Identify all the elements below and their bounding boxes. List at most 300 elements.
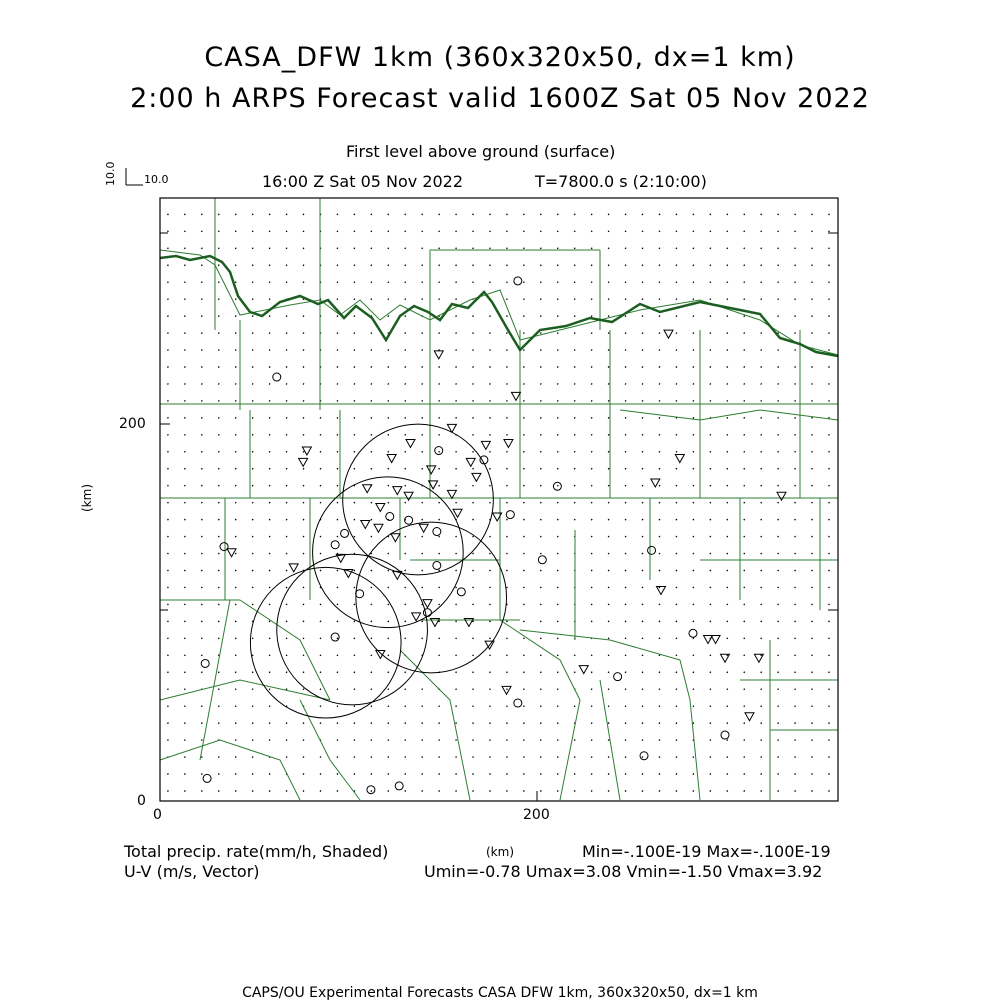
wind-vector [710, 553, 711, 554]
wind-vector [829, 214, 830, 215]
wind-vector [371, 349, 372, 350]
wind-vector [778, 282, 779, 283]
wind-vector [540, 299, 541, 300]
wind-vector [744, 366, 745, 367]
wind-vector [795, 790, 796, 791]
wind-vector [269, 366, 270, 367]
wind-vector [625, 672, 626, 673]
wind-vector [778, 468, 779, 469]
wind-vector [320, 553, 321, 554]
wind-vector [829, 706, 830, 707]
wind-vector [371, 282, 372, 283]
wind-vector [286, 621, 287, 622]
wind-vector [252, 400, 253, 401]
wind-vector [812, 790, 813, 791]
wind-vector [354, 519, 355, 520]
wind-vector [778, 638, 779, 639]
wind-vector [201, 282, 202, 283]
wind-vector [829, 316, 830, 317]
wind-vector [625, 299, 626, 300]
wind-vector [388, 638, 389, 639]
wind-vector [676, 672, 677, 673]
wind-vector [795, 773, 796, 774]
wind-vector [642, 723, 643, 724]
wind-vector [540, 383, 541, 384]
station-triangle-marker [472, 473, 481, 481]
wind-vector [608, 400, 609, 401]
wind-vector [184, 468, 185, 469]
wind-vector [557, 655, 558, 656]
wind-vector [693, 553, 694, 554]
wind-vector [540, 773, 541, 774]
wind-vector [184, 773, 185, 774]
wind-vector [252, 570, 253, 571]
wind-vector [354, 468, 355, 469]
wind-vector [473, 366, 474, 367]
wind-vector [405, 773, 406, 774]
wind-vector [693, 299, 694, 300]
wind-vector [540, 689, 541, 690]
wind-vector [710, 655, 711, 656]
wind-vector [371, 536, 372, 537]
wind-vector [235, 299, 236, 300]
wind-vector [608, 265, 609, 266]
wind-vector [523, 773, 524, 774]
wind-vector [252, 655, 253, 656]
wind-vector [676, 689, 677, 690]
wind-vector [235, 282, 236, 283]
wind-vector [405, 621, 406, 622]
wind-vector [574, 451, 575, 452]
wind-vector [456, 502, 457, 503]
wind-vector [269, 468, 270, 469]
wind-vector [744, 723, 745, 724]
wind-vector [693, 400, 694, 401]
wind-vector [388, 417, 389, 418]
wind-vector [659, 485, 660, 486]
wind-vector [778, 383, 779, 384]
radar-range-ring [277, 554, 428, 705]
wind-vector [218, 519, 219, 520]
wind-vector [591, 655, 592, 656]
wind-vector [795, 265, 796, 266]
wind-vector [269, 265, 270, 266]
wind-vector [761, 282, 762, 283]
wind-vector [320, 502, 321, 503]
wind-vector [744, 553, 745, 554]
wind-vector [490, 383, 491, 384]
wind-vector [795, 519, 796, 520]
wind-vector [252, 332, 253, 333]
wind-vector [218, 689, 219, 690]
station-circle-marker [405, 516, 413, 524]
wind-vector [168, 231, 169, 232]
wind-vector [337, 485, 338, 486]
wind-vector [659, 316, 660, 317]
wind-vector [371, 451, 372, 452]
wind-vector [778, 349, 779, 350]
wind-vector [371, 689, 372, 690]
wind-vector [557, 672, 558, 673]
wind-vector [795, 248, 796, 249]
wind-vector [608, 299, 609, 300]
wind-vector [829, 553, 830, 554]
wind-vector [761, 299, 762, 300]
wind-vector [761, 265, 762, 266]
wind-vector [829, 451, 830, 452]
wind-vector [456, 265, 457, 266]
wind-vector [168, 655, 169, 656]
wind-vector [778, 790, 779, 791]
wind-vector [168, 485, 169, 486]
wind-vector [168, 621, 169, 622]
wind-vector [778, 536, 779, 537]
wind-vector [642, 638, 643, 639]
station-triangle-marker [664, 330, 673, 338]
wind-vector [625, 519, 626, 520]
wind-vector [744, 451, 745, 452]
wind-vector [371, 332, 372, 333]
wind-vector [320, 451, 321, 452]
wind-vector [829, 740, 830, 741]
wind-vector [812, 502, 813, 503]
wind-vector [829, 248, 830, 249]
wind-vector [252, 231, 253, 232]
wind-vector [778, 553, 779, 554]
station-triangle-marker [376, 651, 385, 659]
wind-vector [829, 773, 830, 774]
wind-vector [761, 332, 762, 333]
wind-vector [829, 400, 830, 401]
wind-vector [591, 366, 592, 367]
wind-vector [642, 248, 643, 249]
wind-vector [574, 383, 575, 384]
wind-vector [659, 689, 660, 690]
station-triangle-marker [427, 466, 436, 474]
wind-vector [371, 740, 372, 741]
wind-vector [218, 536, 219, 537]
wind-vector [490, 655, 491, 656]
wind-vector [218, 723, 219, 724]
wind-vector [201, 231, 202, 232]
wind-vector [269, 689, 270, 690]
wind-vector [812, 638, 813, 639]
wind-vector [676, 621, 677, 622]
county-boundaries [160, 198, 838, 800]
wind-vector [557, 689, 558, 690]
wind-vector [303, 553, 304, 554]
wind-vector [507, 621, 508, 622]
wind-vector [557, 638, 558, 639]
wind-vector [184, 316, 185, 317]
wind-vector [405, 214, 406, 215]
wind-vector [744, 485, 745, 486]
station-triangle-marker [651, 479, 660, 487]
wind-vector [490, 536, 491, 537]
wind-vector [591, 349, 592, 350]
wind-vector [269, 451, 270, 452]
wind-vector [490, 468, 491, 469]
wind-vector [184, 706, 185, 707]
wind-vector [337, 468, 338, 469]
wind-vector [337, 231, 338, 232]
wind-vector [490, 502, 491, 503]
wind-vector [490, 248, 491, 249]
wind-vector [625, 604, 626, 605]
wind-vector [252, 604, 253, 605]
wind-vector [168, 502, 169, 503]
wind-vector [795, 553, 796, 554]
wind-vector [286, 672, 287, 673]
wind-vector [168, 248, 169, 249]
wind-vector [676, 485, 677, 486]
wind-vector [371, 502, 372, 503]
wind-vector [727, 316, 728, 317]
wind-vector [795, 316, 796, 317]
wind-vector [303, 621, 304, 622]
wind-vector [184, 417, 185, 418]
wind-vector [693, 451, 694, 452]
wind-vector [812, 773, 813, 774]
wind-vector [371, 553, 372, 554]
wind-vector [693, 519, 694, 520]
wind-vector [659, 366, 660, 367]
wind-vector [761, 468, 762, 469]
wind-vector [269, 519, 270, 520]
wind-vector [388, 740, 389, 741]
wind-vector [761, 638, 762, 639]
wind-vector [286, 689, 287, 690]
wind-vector [659, 282, 660, 283]
wind-vector [201, 316, 202, 317]
wind-vector [710, 706, 711, 707]
wind-vector [523, 723, 524, 724]
wind-vector [829, 672, 830, 673]
wind-vector [507, 248, 508, 249]
wind-vector [218, 265, 219, 266]
wind-vector [507, 434, 508, 435]
wind-vector [371, 383, 372, 384]
wind-vector [337, 570, 338, 571]
wind-vector [557, 265, 558, 266]
wind-vector [388, 400, 389, 401]
wind-vector [812, 417, 813, 418]
wind-vector [354, 655, 355, 656]
wind-vector [642, 756, 643, 757]
wind-vector [371, 604, 372, 605]
wind-vector [371, 214, 372, 215]
wind-vector [201, 570, 202, 571]
station-circle-marker [423, 609, 431, 617]
wind-vector [710, 621, 711, 622]
wind-vector [557, 417, 558, 418]
wind-vector [184, 231, 185, 232]
wind-vector [473, 621, 474, 622]
wind-vector [557, 248, 558, 249]
wind-vector [168, 282, 169, 283]
wind-vector [422, 417, 423, 418]
wind-vector [303, 502, 304, 503]
wind-vector [405, 553, 406, 554]
wind-vector [744, 621, 745, 622]
wind-vector [388, 366, 389, 367]
wind-vector [591, 434, 592, 435]
wind-vector [422, 434, 423, 435]
wind-vector [625, 723, 626, 724]
wind-vector [201, 706, 202, 707]
wind-vector [371, 790, 372, 791]
wind-vector [201, 349, 202, 350]
wind-vector [439, 519, 440, 520]
wind-vector [507, 553, 508, 554]
wind-vector [320, 638, 321, 639]
wind-vector [473, 383, 474, 384]
wind-vector [761, 756, 762, 757]
wind-vector [507, 655, 508, 656]
wind-vector [405, 536, 406, 537]
wind-vector [473, 723, 474, 724]
wind-vector [235, 451, 236, 452]
wind-vector [218, 400, 219, 401]
wind-vector [608, 468, 609, 469]
wind-vector [473, 316, 474, 317]
wind-vector [829, 485, 830, 486]
wind-vector [388, 655, 389, 656]
wind-vector [523, 502, 524, 503]
wind-vector [557, 299, 558, 300]
wind-vector [201, 672, 202, 673]
wind-vector [625, 740, 626, 741]
wind-vector [625, 282, 626, 283]
forecast-title: 2:00 h ARPS Forecast valid 1600Z Sat 05 Nov 2022 [130, 83, 870, 114]
wind-vector [507, 638, 508, 639]
wind-vector [778, 214, 779, 215]
wind-vector [422, 638, 423, 639]
wind-vector [218, 316, 219, 317]
wind-vector [761, 790, 762, 791]
wind-vector [337, 349, 338, 350]
wind-vector [218, 621, 219, 622]
wind-vector [184, 756, 185, 757]
wind-vector [252, 519, 253, 520]
station-triangle-marker [777, 492, 786, 500]
wind-vector [659, 672, 660, 673]
wind-vector [201, 502, 202, 503]
wind-vector [337, 723, 338, 724]
wind-vector [507, 723, 508, 724]
wind-vector [337, 587, 338, 588]
station-circle-marker [614, 673, 622, 681]
wind-vector [201, 604, 202, 605]
wind-vector [235, 316, 236, 317]
wind-vector [761, 434, 762, 435]
wind-vector [235, 265, 236, 266]
wind-vector [812, 366, 813, 367]
wind-vector [201, 434, 202, 435]
wind-vector [490, 265, 491, 266]
wind-vector [388, 299, 389, 300]
wind-vector [168, 587, 169, 588]
wind-vector [201, 773, 202, 774]
wind-vector [439, 400, 440, 401]
wind-vector [557, 621, 558, 622]
wind-vector [574, 349, 575, 350]
wind-vector [540, 519, 541, 520]
wind-vector [218, 756, 219, 757]
wind-vector [422, 214, 423, 215]
wind-vector [286, 587, 287, 588]
wind-vector [574, 756, 575, 757]
wind-vector [252, 773, 253, 774]
wind-vector [168, 553, 169, 554]
wind-vector [337, 282, 338, 283]
wind-vector [829, 638, 830, 639]
wind-vector [422, 332, 423, 333]
station-circle-marker [514, 277, 522, 285]
station-triangle-marker [227, 549, 236, 557]
wind-vector [642, 366, 643, 367]
wind-vector [744, 417, 745, 418]
wind-vector [269, 299, 270, 300]
wind-vector [710, 434, 711, 435]
wind-vector [557, 790, 558, 791]
wind-vector [235, 740, 236, 741]
wind-vector [473, 451, 474, 452]
wind-vector [252, 638, 253, 639]
wind-vector [693, 502, 694, 503]
wind-vector [727, 451, 728, 452]
wind-vector [812, 723, 813, 724]
wind-vector [795, 383, 796, 384]
wind-vector [710, 689, 711, 690]
wind-vector [201, 468, 202, 469]
wind-vector [591, 740, 592, 741]
wind-vector [795, 587, 796, 588]
wind-vector [184, 740, 185, 741]
wind-vector [608, 485, 609, 486]
station-triangle-marker [466, 458, 475, 466]
wind-vector [727, 604, 728, 605]
wind-vector [676, 400, 677, 401]
wind-vector [490, 773, 491, 774]
station-circle-marker [331, 541, 339, 549]
station-triangle-marker [579, 666, 588, 674]
wind-vector [405, 723, 406, 724]
wind-vector [727, 655, 728, 656]
wind-vector [676, 434, 677, 435]
wind-vector [201, 485, 202, 486]
wind-vector [303, 485, 304, 486]
wind-vector [642, 740, 643, 741]
wind-vector [439, 282, 440, 283]
wind-vector [405, 672, 406, 673]
wind-vector [371, 706, 372, 707]
wind-vector [439, 740, 440, 741]
wind-vector [286, 604, 287, 605]
wind-vector [608, 756, 609, 757]
wind-vector [761, 553, 762, 554]
wind-vector [642, 502, 643, 503]
wind-vector [286, 434, 287, 435]
wind-vector [303, 587, 304, 588]
wind-vector [439, 485, 440, 486]
wind-vector [693, 723, 694, 724]
wind-vector [201, 655, 202, 656]
wind-vector [456, 383, 457, 384]
wind-vector [591, 400, 592, 401]
wind-vector [320, 706, 321, 707]
wind-vector [676, 502, 677, 503]
